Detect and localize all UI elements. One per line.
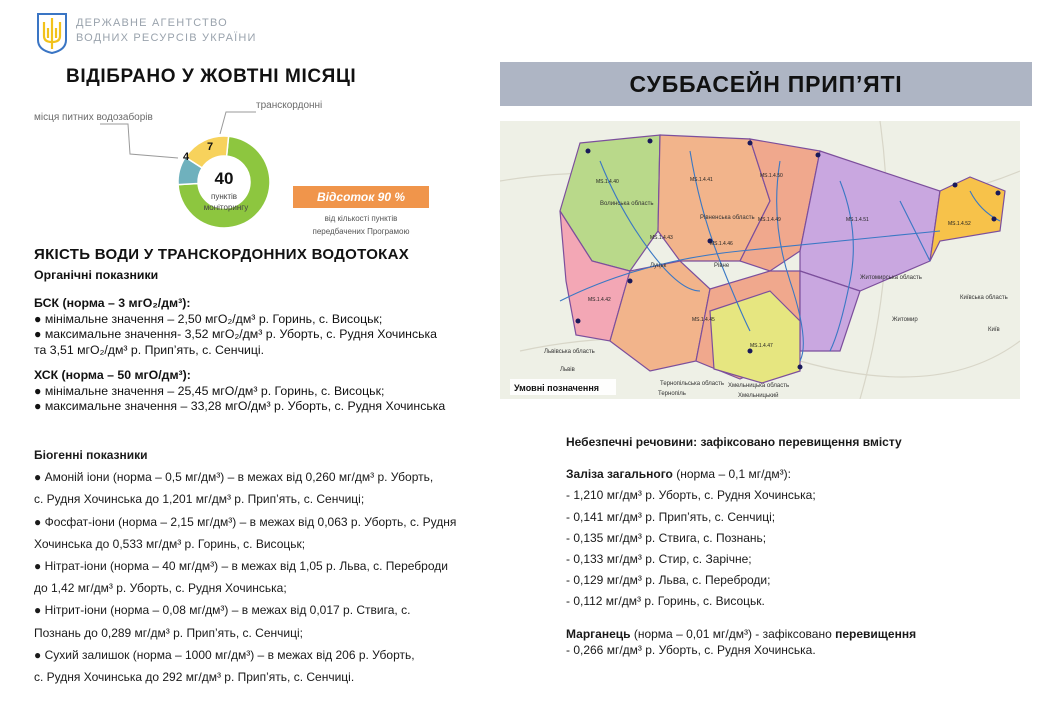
iron-heading: Заліза загального xyxy=(566,467,673,482)
xsk-line-2: ● максимальне значення – 33,28 мгО/дм³ р. Уборть, с. Рудня Хочинська xyxy=(34,399,446,413)
xsk-heading: ХСК (норма – 50 мгО/дм³): xyxy=(34,368,191,382)
map-region-zhytomyr: Житомирська область xyxy=(860,275,922,281)
mn-line: - 0,266 мг/дм³ р. Уборть, с. Рудня Хочинська. xyxy=(566,643,816,657)
leader-line-intakes xyxy=(100,124,178,158)
map-zone-label: MS.1.4.47 xyxy=(750,343,773,349)
mn-exceed: перевищення xyxy=(835,627,917,641)
agency-line-2: ВОДНИХ РЕСУРСІВ УКРАЇНИ xyxy=(76,32,257,44)
subbasin-map xyxy=(500,121,1020,399)
agency-name xyxy=(76,16,257,46)
hazardous-block xyxy=(566,432,902,613)
biogenic-line: ● Фосфат-іони (норма – 2,15 мг/дм³) – в межах від 0,063 р. Уборть, с. Рудня xyxy=(34,514,457,529)
donut-label-4: 4 xyxy=(182,151,190,163)
hazardous-heading: Небезпечні речовини: зафіксовано перевищення вмісту xyxy=(566,435,902,449)
map-legend-label: Умовні позначення xyxy=(514,383,600,393)
map-zone-label: MS.1.4.49 xyxy=(758,217,781,223)
map-region-rivne: Рівненська область xyxy=(700,215,755,221)
map-city-rivne: Рівне xyxy=(714,263,730,269)
xsk-block xyxy=(34,368,445,415)
iron-line: - 0,141 мг/дм³ р. Прип’ять, с. Сенчиці; xyxy=(566,509,776,524)
biogenic-line: ● Амоній іони (норма – 0,5 мг/дм³) – в межах від 0,260 мг/дм³ р. Уборть, xyxy=(34,470,434,485)
biogenic-line: ● Сухий залишок (норма – 1000 мг/дм³) – в межах від 206 р. Уборть, xyxy=(34,647,415,662)
bsk-line-2: ● максимальне значення- 3,52 мгО₂/дм³ р. Уборть, с. Рудня Хочинська xyxy=(34,327,438,341)
map-zone-label: MS.1.4.42 xyxy=(588,297,611,303)
quality-title: ЯКІСТЬ ВОДИ У ТРАНСКОРДОННИХ ВОДОТОКАХ xyxy=(34,246,410,263)
subbasin-title: СУББАСЕЙН ПРИП’ЯТІ xyxy=(629,71,903,97)
map-city-lviv: Львів xyxy=(560,367,575,373)
map-city-ternopil: Тернопіль xyxy=(658,391,686,397)
biogenic-line: Познань до 0,289 мг/дм³ р. Прип’ять, с. Сенчиці; xyxy=(34,625,303,640)
donut-total-line2: моніторингу xyxy=(203,203,249,212)
biogenic-line: ● Нітрат-іони (норма – 40 мг/дм³) – в межах від 1,05 р. Льва, с. Переброди xyxy=(34,559,448,574)
biogenic-line: Хочинська до 0,533 мг/дм³ р. Горинь, с. Висоцьк; xyxy=(34,536,306,551)
iron-line: - 0,135 мг/дм³ р. Ствига, с. Познань; xyxy=(566,530,767,545)
iron-norm: (норма – 0,1 мг/дм³): xyxy=(672,467,791,482)
map-zone-label: MS.1.4.50 xyxy=(760,173,783,179)
map-zone-label: MS.1.4.45 xyxy=(692,317,715,323)
map-zone-label: MS.1.4.41 xyxy=(690,177,713,183)
iron-line: - 1,210 мг/дм³ р. Уборть, с. Рудня Хочинська; xyxy=(566,488,816,503)
iron-line: - 0,133 мг/дм³ р. Стир, с. Зарічне; xyxy=(566,552,752,567)
manganese-block xyxy=(566,626,916,658)
biogenic-heading: Біогенні показники xyxy=(34,448,148,462)
map-region-kyiv: Київська область xyxy=(960,295,1008,301)
trident-logo-icon xyxy=(36,12,68,54)
map-city-lutsk: Луцьк xyxy=(650,263,667,269)
bsk-block xyxy=(34,296,437,358)
leader-line-transboundary xyxy=(220,112,256,134)
map-zone-label: MS.1.4.51 xyxy=(846,217,869,223)
percent-note-line1: від кількості пунктів xyxy=(324,214,398,223)
map-region-ternopil: Тернопільська область xyxy=(660,381,724,387)
biogenic-line: ● Нітрит-іони (норма – 0,08 мг/дм³) – в межах від 0,017 р. Ствига, с. xyxy=(34,603,411,618)
iron-line: - 0,112 мг/дм³ р. Горинь, с. Висоцьк. xyxy=(566,594,765,609)
map-zone-label: MS.1.4.43 xyxy=(650,235,673,241)
percent-badge: Відсоток 90 % xyxy=(293,186,429,208)
map-zone-label: MS.1.4.46 xyxy=(710,241,733,247)
bsk-line-1: ● мінімальне значення – 2,50 мгО₂/дм³ р. Горинь, с. Висоцьк; xyxy=(34,311,383,326)
map-region-lviv: Львівська область xyxy=(544,349,595,355)
map-city-zhytomyr: Житомир xyxy=(892,317,918,323)
bsk-heading: БСК (норма – 3 мгО₂/дм³): xyxy=(34,296,191,310)
label-drinking-intakes: місця питних водозаборів xyxy=(34,112,153,123)
donut-label-7: 7 xyxy=(206,141,214,153)
biogenic-line: до 1,42 мг/дм³ р. Уборть, с. Рудня Хочинська; xyxy=(34,581,287,596)
map-city-khmelnytskyi: Хмельницький xyxy=(738,393,779,399)
biogenic-line: с. Рудня Хочинська до 1,201 мг/дм³ р. Прип’ять, с. Сенчиці; xyxy=(34,492,365,507)
bsk-line-3: та 3,51 мгО₂/дм³ р. Прип’ять, с. Сенчиці. xyxy=(34,342,265,357)
map-zone-label: MS.1.4.52 xyxy=(948,221,971,227)
percent-note-line2: передбачених Програмою xyxy=(312,227,410,236)
donut-total-line1: пунктів xyxy=(210,192,238,201)
donut-total: 40 xyxy=(214,169,234,188)
map-zone-label: MS.1.4.40 xyxy=(596,179,619,185)
xsk-line-1: ● мінімальне значення – 25,45 мгО/дм³ р. Горинь, с. Висоцьк; xyxy=(34,383,385,398)
percent-note xyxy=(288,212,434,238)
iron-line: - 0,129 мг/дм³ р. Льва, с. Переброди; xyxy=(566,573,771,588)
mn-heading: Марганець xyxy=(566,627,631,641)
biogenic-line: с. Рудня Хочинська до 292 мг/дм³ р. Прип’ять, с. Сенчиці. xyxy=(34,670,355,685)
selection-summary xyxy=(30,96,480,236)
map-city-kyiv: Київ xyxy=(988,327,1000,333)
label-transboundary: транскордонні xyxy=(256,100,323,111)
map-region-volyn: Волинська область xyxy=(600,201,654,207)
agency-line-1: ДЕРЖАВНЕ АГЕНТСТВО xyxy=(76,17,228,29)
mn-norm: (норма – 0,01 мг/дм³) - зафіксовано xyxy=(630,627,836,641)
biogenic-block xyxy=(34,444,456,688)
map-region-khmelnytskyi: Хмельницька область xyxy=(728,383,790,389)
selection-title: ВІДІБРАНО У ЖОВТНІ МІСЯЦІ xyxy=(66,66,357,87)
organic-heading: Органічні показники xyxy=(34,268,159,282)
donut-chart xyxy=(30,96,290,236)
